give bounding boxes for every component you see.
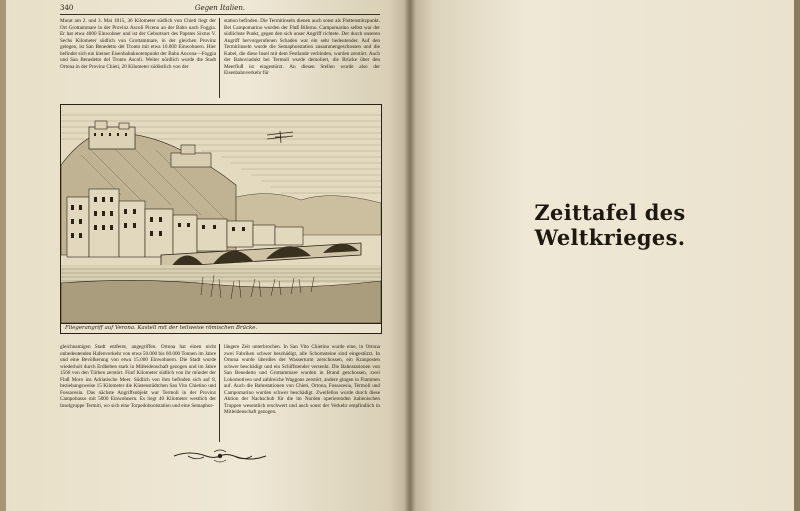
engraving-illustration <box>60 104 382 324</box>
text-column-bottom-left: gleichnamigen Stadt entfernt, angegriffen. Ortona hat einen nicht unbedeutenden Hafenverkehr von etwa 50.000 bis 60.000 Tonnen im Jahre und eine Bevölkerung von etwa 15.000 Einwohnern. Die Stadt wurde wiederholt durch Erdbeben stark in Mitleidenschaft gezogen und im Jahre 1566 von den Türken zerstört. Fünf Kilometer südlich von ihr mündet der Fluß Moro ins Adriatische Meer. Südlich von ihm befinden sich auf 8, beziehungsweise 15 Kilometer die Küstenstädtchen San Vito Chietino und Fossacesia. Das nächste Angriffsobjekt war Termoli in der Provinz Campobasso mit 5000 Einwohnern. Es liegt 40 Kilometer westlich der Inselgruppe Termiti, wo sich eine Torpedobootstation und eine Semaphor- <box>60 344 216 409</box>
verona-engraving <box>61 105 381 323</box>
column-divider-bottom <box>219 344 220 442</box>
book-gutter <box>404 0 416 511</box>
page-number: 340 <box>60 4 74 12</box>
right-page <box>410 0 800 511</box>
right-page-edge <box>794 0 800 511</box>
decorative-ornament <box>170 448 270 464</box>
figure-caption: Fliegerangriff auf Verona. Kastell mit der teilweise römischen Brücke. <box>60 324 382 334</box>
text-column-top-right: station befinden. Die Termitinseln dienen auch sonst als Flottenstützpunkt. Bei Campomarino wurden der Fluß Biferno. Campomarino selbst war der südlichste Punkt, gegen den sich unser Angriff richtete. Der durch unseren Angriff hervorgerufenen Schaden war ein sehr bedeutender. Auf den Termitiinseln wurde die Semaphorstation zusammengeschossen und die Kabel, die diese Insel mit dem Festlande verbinden, wurden zerstört. Auch der Bahnviadukt bei Termoli wurde demoliert, die Brücke über den Meerfluß ist eingestürzt. An diesen Stellen wurde also der Eisenbahnverkehr für <box>224 18 380 77</box>
text-column-bottom-right: längere Zeit unterbrochen. In San Vito Chietino wurde eine, in Ortona zwei Fabriken schwer beschädigt, alle Schornsteine sind eingestürzt. In Ortona wurde überdies der Wasserturm zerschossen, ein Kranposten schwer beschädigt und ein Schiffstender versenkt. Die Bahnstationen von San Benedetto und Grottammare wurden in Brand geschossen, zwei Lokomotiven und zahlreiche Waggons zerstört, andere gingen in Flammen auf. Auch die Bahnstationen von Chieti, Ortona, Fossacesia, Termoli und Campomarino wurden schwer beschädigt. Zweifellos wurde durch diese Aktion der Nachschub für die im Norden operierenden italienischen Truppen wesentlich erschwert und auch sonst der Verkehr empfindlich in Mitleidenschaft gezogen. <box>224 344 380 416</box>
text-column-top-left: Murat am 2. und 3. Mai 1815, 36 Kilometer südlich von Chieti liegt der Ort Grottammare in der Provinz Ascoli Piceno an der Bahn nach Foggia. Er hat etwa 4000 Einwohner und ist der Geburtsort des Papstes Sixtus V. Sechs Kilometer südlich von Grottammare, in der gleichen Provinz gelegen, ist San Benedetto del Tronto mit etwa 10.000 Einwohnern. Hier befindet sich ein kleiner Eisenbahnknotenpunkt der Bahn Ancona—Foggia und San Benedetto del Tronto Ascoli. Weiter nördlich wurde die Stadt Ortona in der Provinz Chieti, 20 Kilometer südöstlich von der <box>60 18 216 70</box>
column-divider-top <box>219 18 220 98</box>
chapter-title: Zeittafel des Weltkrieges. <box>534 200 686 250</box>
page-header <box>60 4 380 15</box>
left-page-edge <box>0 0 6 511</box>
running-head: Gegen Italien. <box>194 4 246 12</box>
